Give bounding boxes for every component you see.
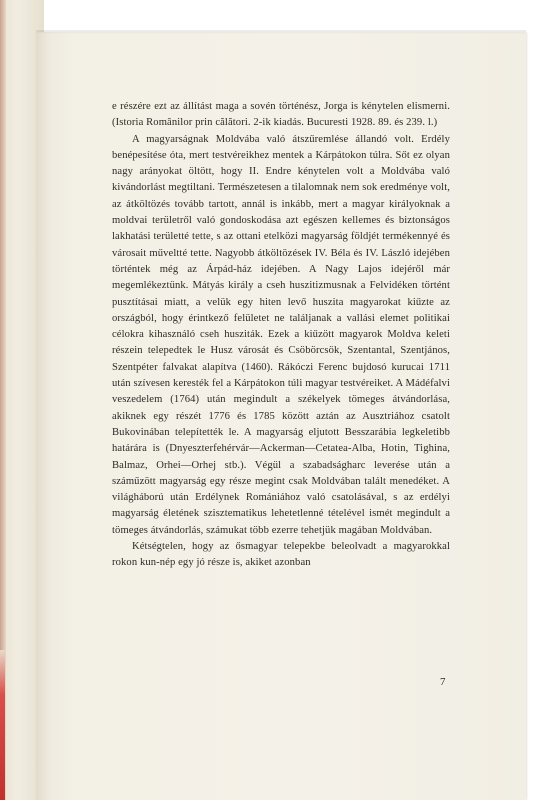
book-cover-red-edge: [0, 650, 5, 800]
paragraph-2: A magyarságnak Moldvába való átszűremlése állandó volt. Erdély benépesítése óta, mert testvéreikhez mentek a Kárpátokon túlra. Sőt ez olyan nagy arányokat öltött, hogy II. Endre kénytelen volt a Moldvába való kivándorlást megtiltani. Természetesen a tilalomnak nem sok eredménye volt, az átköltözés tovább tartott, annál is inkább, mert a magyar királyoknak a moldvai területről való gondoskodása azt egészen kellemes és biztonságos lakhatási területté tette, s az ottani etelközi magyarság földjét termékennyé és városait műveltté tette. Nagyobb átköltözések IV. Béla és IV. László idejében történtek még az Árpád-ház idejében. A Nagy Lajos idejéről már megemlékeztünk. Mátyás király a cseh huszitizmusnak a Felvidéken történt pusztításai miatt, a velük egy hiten levő huszita magyarokat kiűzte az országból, hogy érintkező felületet ne találjanak a vallási elemet politikai célokra kihasználó cseh husziták. Ezek a kiűzött magyarok Moldva keleti részein telepedtek le Husz városát és Csöbörcsök, Szentantal, Szentjános, Szentpéter falvakat alapítva (1460). Rákóczi Ferenc bujdosó kurucai 1711 után szívesen keresték fel a Kárpátokon túli magyar testvéreiket. A Mádéfalvi veszedelem (1764) után megindult a székelyek tömeges átvándorlása, akiknek egy részét 1776 és 1785 között aztán az Ausztriához csatolt Bukovinában telepítették le. A magyarság eljutott Besszarábia legkeletibb határára is (Dnyeszterfehérvár—Ackerman—Cetatea-Alba, Hotin, Tighina, Balmaz, Orhei—Orhej stb.). Végül a szabadságharc leverése után a száműzött magyarság egy része megint csak Moldvában talált menedéket. A világháború után Erdélynek Romániához való csatolásával, s az erdélyi magyarság életének szisztematikus lehetetlenné tételével ismét megindult a tömeges átvándorlás, számukat több ezerre tehetjük magában Moldvában.: [112, 133, 450, 536]
paragraph-3: Kétségtelen, hogy az ősmagyar telepekbe beleolvadt a magyarokkal rokon kun-nép egy jó része is, akiket azonban: [112, 541, 450, 569]
page-top-shadow: [36, 30, 526, 34]
paragraph-1: e részére ezt az állítást maga a sovén történész, Jorga is kénytelen elismerni. (Istoria Românilor prin călători. 2-ik kiadás. Bucuresti 1928. 89. és 239. l.): [112, 101, 450, 129]
page-body-text: [112, 99, 450, 572]
page-number: 7: [440, 676, 446, 688]
